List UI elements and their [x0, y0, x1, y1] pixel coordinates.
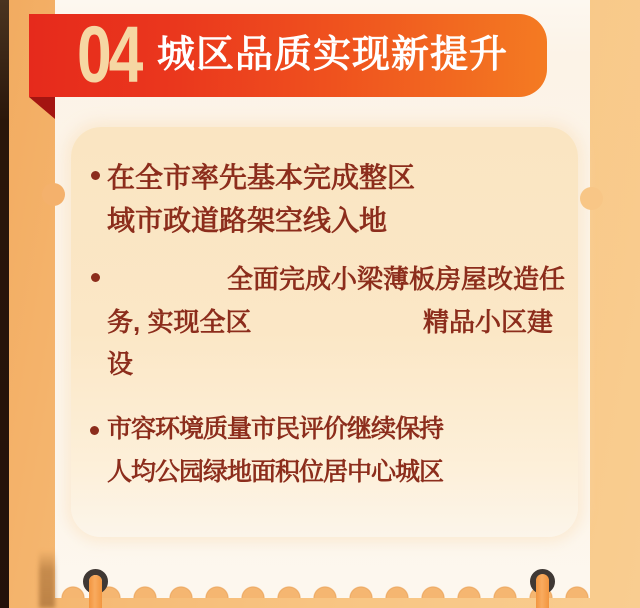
bullet-1-line-1: 在全市率先基本完成整区 — [107, 162, 416, 193]
bullet-dot — [91, 171, 100, 180]
ticket-notch-left — [42, 183, 65, 206]
bullet-2-line-2a: 务, 实现全区 — [107, 307, 252, 337]
section-number: 04 — [77, 8, 141, 98]
bullet-3-line-1: 市容环境质量市民评价继续保持 — [107, 415, 444, 443]
ticket-notch-right — [580, 187, 603, 210]
bullet-2-line-1: 全面完成小梁薄板房屋改造任 — [227, 264, 566, 294]
bullet-2-line-2b: 精品小区建 — [423, 307, 554, 337]
card-shadow — [39, 550, 55, 608]
scalloped-edge — [55, 584, 590, 598]
bullet-dot — [90, 426, 99, 435]
ribbon-fold — [29, 97, 55, 119]
bullet-2-line-3: 设 — [107, 349, 134, 379]
bullet-dot — [91, 273, 100, 282]
hanging-strap-left — [89, 575, 102, 608]
bullet-3-line-2: 人均公园绿地面积位居中心城区 — [107, 458, 444, 486]
hanging-strap-right — [536, 574, 549, 608]
bullet-1-line-2: 域市政道路架空线入地 — [107, 205, 388, 236]
section-title: 城区品质实现新提升 — [157, 33, 509, 76]
section-banner — [29, 8, 547, 98]
left-dark-edge — [0, 0, 9, 608]
